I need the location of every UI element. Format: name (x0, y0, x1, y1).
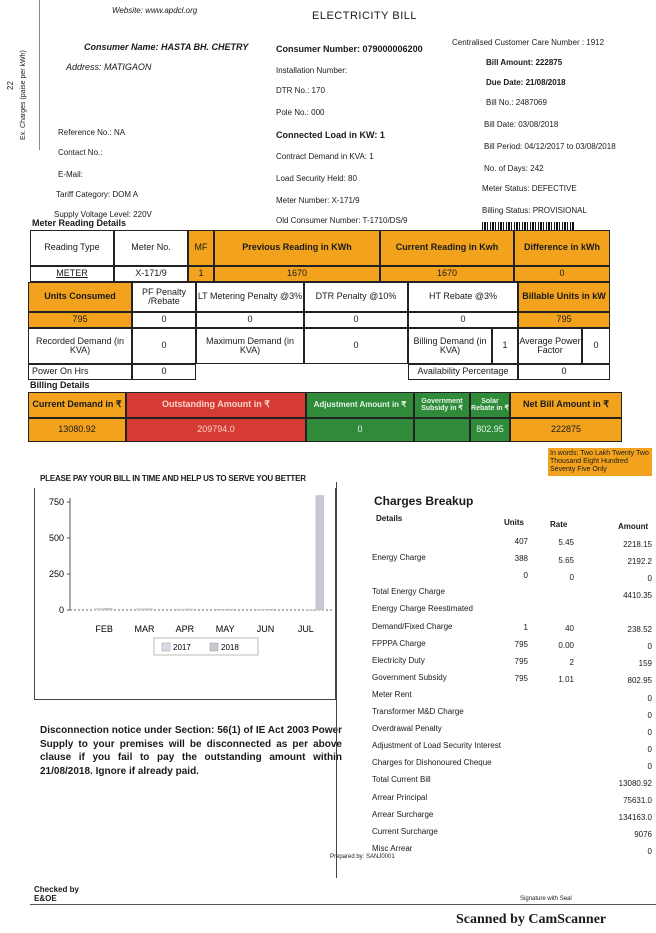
mr-v-current: 1670 (380, 266, 514, 282)
u-v-units: 795 (28, 312, 132, 328)
connected-load: Connected Load in KW: 1 (276, 130, 385, 140)
b-h-net: Net Bill Amount in ₹ (510, 392, 622, 418)
charges-cell: 795 (514, 674, 528, 683)
units-values (28, 312, 610, 328)
x-tick-label: JUL (297, 624, 314, 634)
scanner-mark: Scanned by CamScanner (456, 912, 607, 927)
power-row (28, 364, 610, 380)
charges-cell: 159 (638, 659, 652, 669)
charges-cell: 238.52 (627, 625, 652, 635)
bar-2017-JUN (257, 609, 265, 610)
b-v-solar: 802.95 (470, 418, 510, 442)
charges-cell: Current Surcharge (372, 826, 438, 836)
charges-cell: 13080.92 (618, 779, 652, 788)
charges-cell: 795 (514, 639, 528, 649)
due-date: Due Date: 21/08/2018 (486, 78, 566, 87)
meter-reading-title: Meter Reading Details (32, 218, 127, 228)
bar-2017-MAY (216, 609, 224, 610)
availability-value: 0 (518, 364, 610, 380)
meter-number: Meter Number: X-171/9 (276, 196, 360, 205)
charges-cell: Arrear Principal (372, 792, 428, 802)
charges-h-amount: Amount (618, 522, 649, 531)
days: No. of Days: 242 (484, 164, 544, 173)
pole-no: Pole No.: 000 (276, 108, 325, 117)
email: E-Mail: (58, 170, 83, 179)
u-v-billable: 795 (518, 312, 610, 328)
power-row-spacer (196, 364, 408, 380)
bar-2018-JUL (316, 496, 324, 610)
availability-label: Availability Percentage (408, 364, 518, 380)
bar-2018-APR (185, 609, 193, 610)
mr-v-type: METER (30, 266, 114, 282)
x-tick-label: JUN (256, 624, 275, 634)
demand-row (28, 328, 610, 364)
charges-cell: 1.01 (558, 675, 574, 685)
u-h-units: Units Consumed (28, 282, 132, 312)
bill-no: Bill No.: 2487069 (486, 98, 547, 107)
bill-date: Bill Date: 03/08/2018 (484, 120, 559, 129)
legend-swatch-2018 (210, 643, 218, 651)
contact-no: Contact No.: (58, 148, 103, 157)
footer-line (30, 904, 656, 905)
charges-cell: 0 (647, 761, 652, 771)
b-h-subsidy: Government Subsidy in ₹ (414, 392, 470, 418)
prepared-by: Prepared by: SANJ0001 (330, 854, 395, 860)
billing-demand-label: Billing Demand (in KVA) (408, 328, 492, 364)
x-tick-label: FEB (95, 624, 113, 634)
charges-cell: 2192.2 (627, 556, 652, 566)
charges-cell: Demand/Fixed Charge (372, 621, 453, 631)
x-tick-label: APR (175, 624, 195, 634)
u-h-pf: PF Penalty /Rebate (132, 282, 196, 312)
charges-cell: 40 (565, 623, 574, 633)
charges-cell: Transformer M&D Charge (372, 707, 464, 716)
charges-cell: 802.95 (627, 676, 652, 686)
charges-cell: Adjustment of Load Security Interest (372, 741, 501, 751)
charges-cell: 0 (647, 573, 652, 583)
supply-voltage: Supply Voltage Level: 220V (54, 210, 152, 219)
charges-cell: Government Subsidy (372, 672, 447, 682)
mr-v-meter: X-171/9 (114, 266, 188, 282)
checked-by: Checked by E&OE (34, 885, 79, 903)
bar-2018-MAR (145, 609, 153, 610)
charges-cell: 0.00 (558, 641, 574, 650)
charges-h-units: Units (504, 518, 524, 527)
mr-h-type: Reading Type (30, 230, 114, 266)
bill-title: ELECTRICITY BILL (312, 10, 417, 22)
charges-cell: Meter Rent (372, 689, 412, 699)
charges-cell: 134163.0 (618, 813, 652, 823)
charges-cell: Energy Charge Reestimated (372, 604, 473, 614)
charges-cell: Total Energy Charge (372, 587, 445, 597)
y-tick-label: 250 (48, 569, 64, 579)
units-header (28, 282, 610, 312)
consumer-name: Consumer Name: HASTA BH. CHETRY (84, 42, 249, 52)
charges-title: Charges Breakup (374, 494, 474, 508)
bar-2018-FEB (104, 608, 112, 610)
billing-details-title: Billing Details (30, 380, 90, 390)
bar-2017-APR (176, 609, 184, 610)
charges-cell: 0 (647, 710, 652, 720)
disconnection-notice: Disconnection notice under Section: 56(1) of IE Act 2003 Power Supply to your premises will be disconnected as per above clause if you fail to pay the outstanding amount within 21/08/2018. Ignore if already paid. (40, 725, 342, 777)
meter-reading-header (30, 230, 610, 266)
amount-in-words: In words: Two Lakh Twenty Two Thousand Eight Hundred Seventy Five Only (548, 448, 652, 476)
charges-cell: 4410.35 (623, 590, 652, 600)
consumer-number: Consumer Number: 079000006200 (276, 44, 423, 54)
charges-cell: Arrear Surcharge (372, 809, 434, 819)
power-on-label: Power On Hrs (28, 364, 132, 380)
recorded-demand-value: 0 (132, 328, 196, 364)
charges-cell: 0 (647, 642, 652, 652)
bill-amount: Bill Amount: 222875 (486, 58, 563, 67)
b-h-outstanding: Outstanding Amount in ₹ (126, 392, 306, 418)
charges-cell: Energy Charge (372, 553, 426, 563)
charges-cell: Overdrawal Penalty (372, 724, 442, 734)
meter-reading-values (30, 266, 610, 282)
contract-demand: Contract Demand in KVA: 1 (276, 152, 374, 161)
mr-v-mf: 1 (188, 266, 214, 282)
charges-cell: 407 (514, 537, 528, 547)
charges-cell: 0 (569, 572, 574, 582)
billing-demand-value: 1 (492, 328, 518, 364)
side-code: 22 (6, 81, 15, 90)
legend-label: 2017 (173, 643, 191, 652)
old-consumer-number: Old Consumer Number: T-1710/DS/9 (276, 216, 408, 225)
max-demand-label: Maximum Demand (in KVA) (196, 328, 304, 364)
charges-cell: Charges for Dishonoured Cheque (372, 758, 492, 768)
mr-h-previous: Previous Reading in KWh (214, 230, 380, 266)
bar-2018-MAY (225, 609, 233, 610)
charges-cell: 0 (647, 847, 652, 857)
meter-status: Meter Status: DEFECTIVE (482, 184, 577, 193)
mr-v-previous: 1670 (214, 266, 380, 282)
tariff-category: Tariff Category: DOM A (56, 190, 139, 199)
u-v-dtr: 0 (304, 312, 408, 328)
b-v-adjustment: 0 (306, 418, 414, 442)
recorded-demand-label: Recorded Demand (in KVA) (28, 328, 132, 364)
bar-2017-MAR (136, 609, 144, 610)
b-v-current: 13080.92 (28, 418, 126, 442)
charges-cell: 5.65 (558, 555, 574, 565)
signature: Signature with Seal (520, 896, 572, 902)
legend-label: 2018 (221, 643, 239, 652)
y-tick-label: 0 (58, 605, 64, 615)
billing-status: Billing Status: PROVISIONAL (482, 206, 587, 215)
side-label: Ex. Charges (paise per kWh) (20, 50, 27, 140)
charges-cell: 0 (647, 693, 652, 703)
charges-h-details: Details (376, 514, 403, 523)
charges-cell: 388 (514, 554, 528, 564)
y-tick-label: 750 (48, 497, 64, 507)
charges-cell: 9076 (634, 830, 652, 840)
bar-2017-FEB (95, 609, 103, 610)
u-v-ht: 0 (408, 312, 518, 328)
charges-cell: FPPPA Charge (372, 638, 426, 648)
u-h-billable: Billable Units in kW (518, 282, 610, 312)
charges-cell: Misc Arrear (372, 843, 413, 853)
mr-h-mf: MF (188, 230, 214, 266)
charges-cell: 0 (523, 571, 528, 581)
u-h-dtr: DTR Penalty @10% (304, 282, 408, 312)
b-v-net: 222875 (510, 418, 622, 442)
mr-h-meter: Meter No. (114, 230, 188, 266)
legend-swatch-2017 (162, 643, 170, 651)
max-demand-value: 0 (304, 328, 408, 364)
x-tick-label: MAR (134, 624, 155, 634)
charges-cell: 795 (514, 656, 528, 666)
billing-values (28, 418, 622, 442)
b-v-subsidy (414, 418, 470, 442)
y-tick-label: 500 (48, 533, 64, 543)
charges-cell: 2218.15 (623, 539, 652, 549)
u-h-lt: LT Metering Penalty @3% (196, 282, 304, 312)
mr-h-current: Current Reading in Kwh (380, 230, 514, 266)
billing-header (28, 392, 622, 418)
website: Website: www.apdcl.org (112, 6, 198, 15)
charges-cell: 0 (647, 744, 652, 754)
address: Address: MATIGAON (66, 62, 152, 72)
bar-2018-JUN (266, 609, 274, 610)
power-factor-label: Average Power Factor (518, 328, 582, 364)
u-h-ht: HT Rebate @3% (408, 282, 518, 312)
b-h-solar: Solar Rebate in ₹ (470, 392, 510, 418)
u-v-lt: 0 (196, 312, 304, 328)
left-edge-strip (0, 0, 40, 150)
mr-h-difference: Difference in kWh (514, 230, 610, 266)
dtr-no: DTR No.: 170 (276, 86, 325, 95)
charges-cell: 5.45 (558, 538, 574, 548)
charges-h-rate: Rate (550, 520, 568, 529)
b-v-outstanding: 209794.0 (126, 418, 306, 442)
installation-number: Installation Number: (276, 66, 348, 75)
b-h-adjustment: Adjustment Amount in ₹ (306, 392, 414, 418)
load-security: Load Security Held: 80 (276, 174, 357, 183)
u-v-pf: 0 (132, 312, 196, 328)
charges-cell: 75631.0 (623, 796, 652, 806)
reference-no: Reference No.: NA (58, 128, 126, 137)
charges-cell: 0 (647, 727, 652, 737)
power-factor-value: 0 (582, 328, 610, 364)
charges-cell: 1 (523, 622, 528, 632)
bill-period: Bill Period: 04/12/2017 to 03/08/2018 (484, 142, 616, 151)
x-tick-label: MAY (215, 624, 235, 634)
b-h-current: Current Demand in ₹ (28, 392, 126, 418)
mr-v-difference: 0 (514, 266, 610, 282)
care-number: Centralised Customer Care Number : 1912 (452, 38, 605, 47)
charges-cell: Electricity Duty (372, 655, 425, 665)
consumption-chart (34, 488, 334, 678)
bar-2017-JUL (307, 610, 315, 611)
charges-cell: 2 (569, 658, 574, 668)
pay-notice: PLEASE PAY YOUR BILL IN TIME AND HELP US TO SERVE YOU BETTER (40, 474, 306, 483)
charges-cell: Total Current Bill (372, 775, 431, 785)
power-on-value: 0 (132, 364, 196, 380)
